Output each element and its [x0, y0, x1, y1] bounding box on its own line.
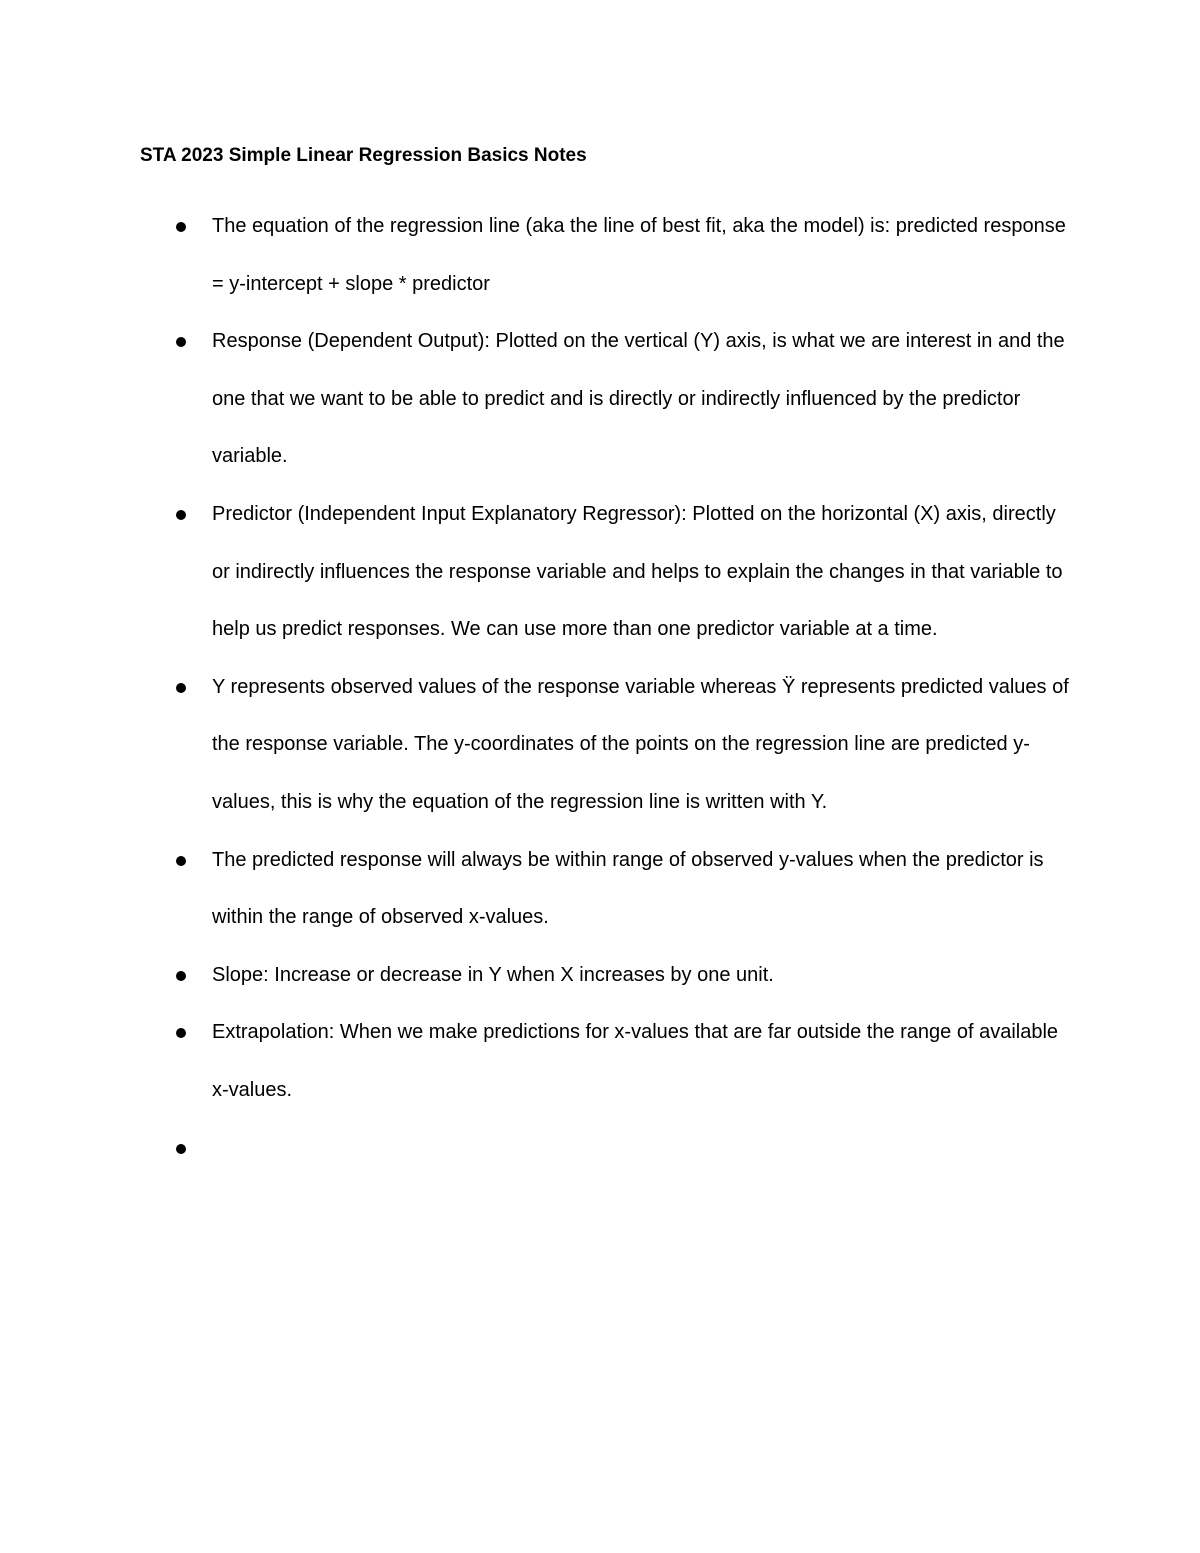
list-item-text: Slope: Increase or decrease in Y when X increases by one unit. — [212, 963, 774, 986]
bullet-icon — [176, 1028, 186, 1038]
list-item-text: The predicted response will always be within range of observed y-values when the predictor is within the range of observed x-values. — [212, 848, 1044, 929]
bullet-icon — [176, 510, 186, 520]
document-title: STA 2023 Simple Linear Regression Basics Notes — [140, 145, 587, 166]
bullet-icon — [176, 222, 186, 232]
list-item — [0, 486, 1200, 659]
list-item-text: Response (Dependent Output): Plotted on the vertical (Y) axis, is what we are interest in and the one that we want to be able to predict and is directly or indirectly influenced by the predictor variable. — [212, 330, 1065, 468]
bullet-icon — [176, 971, 186, 981]
list-item — [0, 659, 1200, 832]
bullet-icon — [176, 1144, 186, 1154]
list-item — [0, 1004, 1200, 1119]
list-item — [0, 947, 1200, 1005]
bullet-icon — [176, 856, 186, 866]
bullet-icon — [176, 337, 186, 347]
list-item-text: The equation of the regression line (aka the line of best fit, aka the model) is: predicted response = y-intercept + slope * predictor — [212, 215, 1066, 295]
list-item-text: Predictor (Independent Input Explanatory Regressor): Plotted on the horizontal (X) axis, directly or indirectly influences the response variable and helps to explain the changes in that variable to help us predict responses. We can use more than one predictor variable at a time. — [212, 502, 1063, 641]
bullet-icon — [176, 683, 186, 693]
list-item-text: Y represents observed values of the response variable whereas Ÿ represents predicted values of the response variable. The y-coordinates of the points on the regression line are predicted y-values, this is why the equation of the regression line is written with Y. — [212, 675, 1069, 813]
list-item — [0, 832, 1200, 947]
list-item — [0, 313, 1200, 486]
list-item-empty — [0, 1120, 1200, 1178]
list-item-text: Extrapolation: When we make predictions for x-values that are far outside the range of available x-values. — [212, 1021, 1059, 1101]
notes-bullet-list — [0, 198, 1200, 1177]
list-item — [0, 198, 1200, 313]
